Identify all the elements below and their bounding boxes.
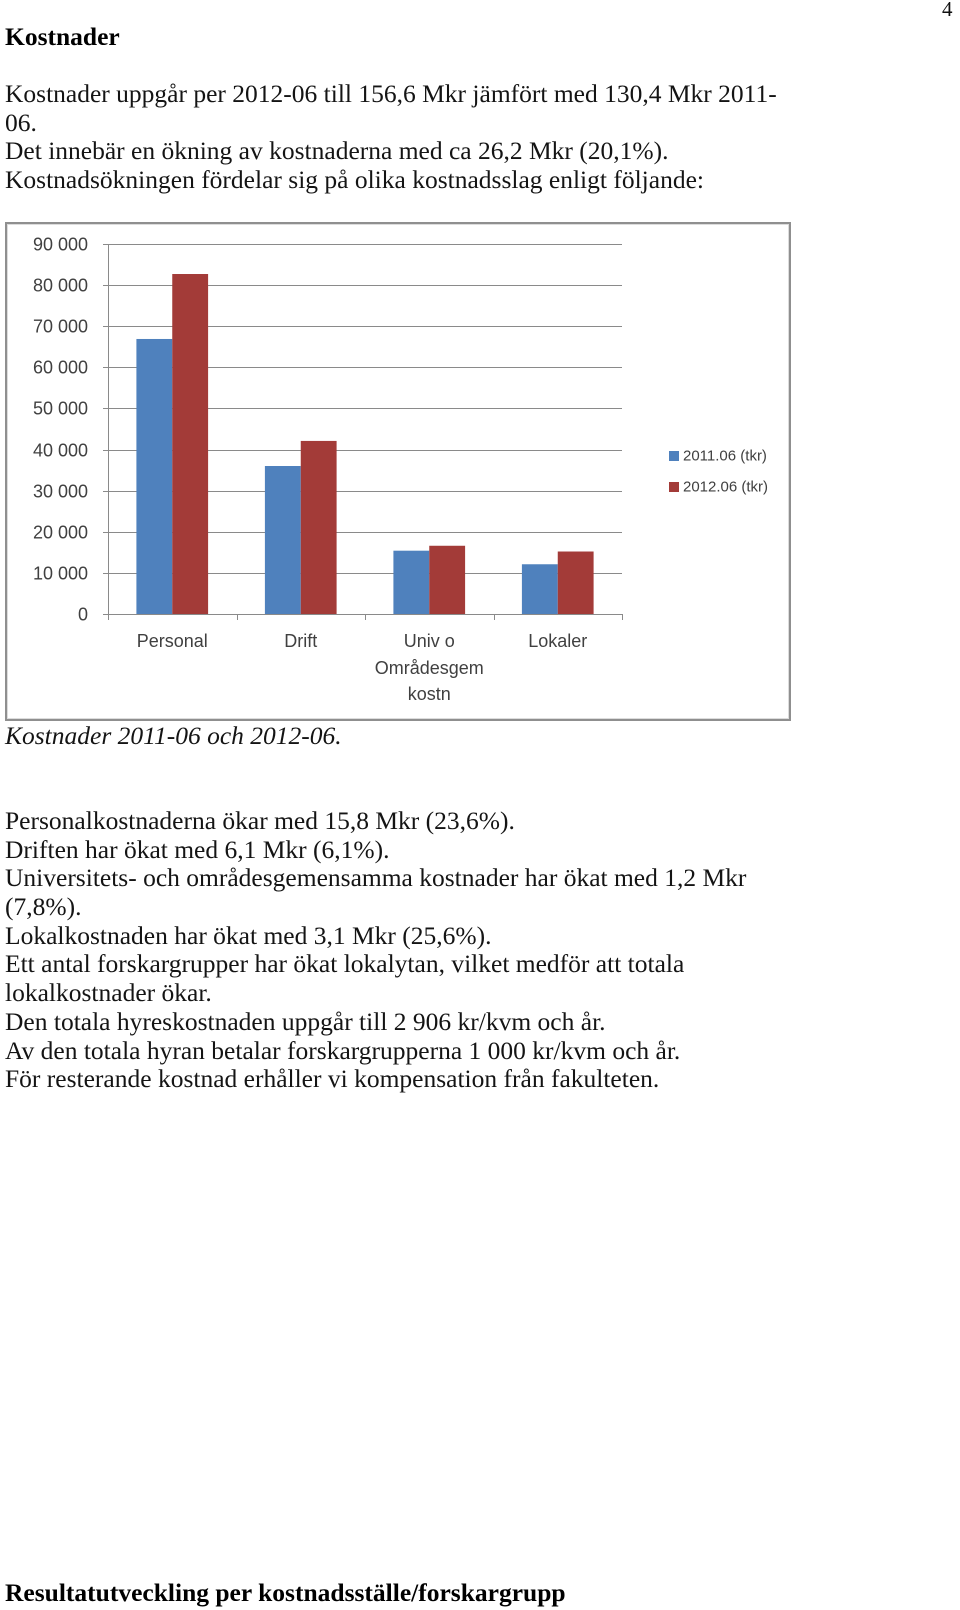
cost-details-paragraph	[5, 807, 746, 1094]
detail-line: Den totala hyreskostnaden uppgår till 2 906 kr/kvm och år.	[5, 1006, 606, 1036]
y-tick-label: 20 000	[32, 522, 88, 543]
detail-line: lokalkostnader ökar.	[5, 978, 212, 1008]
y-tick-label: 10 000	[32, 563, 88, 584]
category-label-drift: Drift	[284, 631, 318, 651]
legend-label-2012-06-tkr: 2012.06 (tkr)	[683, 478, 769, 496]
detail-line: Universitets- och områdesgemensamma kostnader har ökat med 1,2 Mkr	[5, 863, 747, 893]
y-tick-label: 70 000	[32, 316, 88, 337]
category-label-personal: Personal	[136, 631, 208, 651]
intro-line: Kostnadsökningen fördelar sig på olika kostnadsslag enligt följande:	[5, 165, 704, 195]
detail-line: Driften har ökat med 6,1 Mkr (6,1%).	[5, 834, 390, 864]
detail-line: Personalkostnaderna ökar med 15,8 Mkr (23,6%).	[5, 806, 515, 835]
detail-line: Lokalkostnaden har ökat med 3,1 Mkr (25,6%).	[5, 920, 492, 950]
category-label-univ-o-omradesgem-kostn: Univ o Områdesgem kostn	[374, 631, 484, 705]
legend-label-2011-06-tkr: 2011.06 (tkr)	[683, 447, 767, 465]
category-label-lokaler: Lokaler	[528, 631, 588, 651]
intro-line: 06.	[5, 107, 37, 137]
detail-line: (7,8%).	[5, 892, 82, 922]
y-tick-label: 60 000	[32, 357, 88, 378]
detail-line: Av den totala hyran betalar forskargrupperna 1 000 kr/kvm och år.	[5, 1035, 681, 1065]
y-tick-label: 30 000	[32, 481, 88, 502]
detail-line: Ett antal forskargrupper har ökat lokalytan, vilket medför att totala	[5, 949, 685, 979]
detail-line: För resterande kostnad erhåller vi kompensation från fakulteten.	[5, 1064, 660, 1094]
intro-line: Det innebär en ökning av kostnaderna med ca 26,2 Mkr (20,1%).	[5, 136, 669, 166]
y-tick-label: 80 000	[32, 275, 88, 296]
y-tick-label: 50 000	[32, 398, 88, 419]
figure-caption: Kostnader 2011-06 och 2012-06.	[5, 721, 342, 750]
y-tick-label: 0	[77, 604, 88, 625]
y-tick-label: 40 000	[32, 440, 88, 461]
section-heading-resultatutveckling: Resultatutveckling per kostnadsställe/forskargrupp	[5, 1578, 566, 1607]
intro-line: Kostnader uppgår per 2012-06 till 156,6 Mkr jämfört med 130,4 Mkr 2011-	[5, 79, 777, 108]
intro-paragraph	[5, 80, 777, 195]
y-tick-label: 90 000	[32, 234, 88, 255]
page-number: 4	[942, 0, 953, 21]
chart-category-labels	[7, 224, 789, 719]
cost-chart-frame	[5, 222, 791, 721]
section-heading-kostnader: Kostnader	[5, 22, 120, 51]
